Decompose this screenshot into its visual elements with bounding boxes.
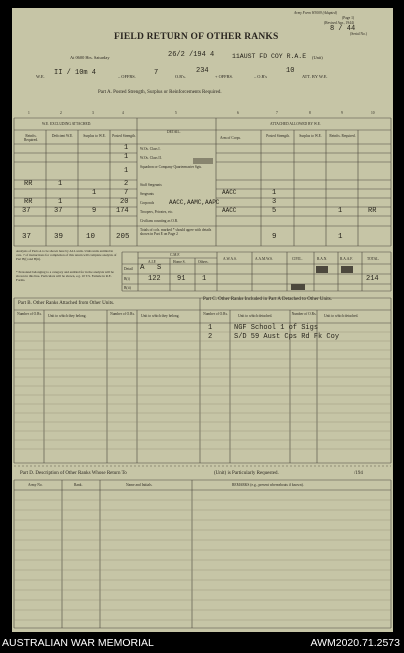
part-c-head-unit-2: Unit to which detached.: [324, 314, 359, 318]
analysis-bi-aif: 122: [148, 275, 161, 283]
detail-civilians: Civilians counting as O.R.: [140, 219, 179, 223]
part-b-head-number-2: Number of O.Rs.: [110, 312, 135, 316]
detail-staff-sergeants: Staff Sergeants: [140, 183, 162, 187]
part-d-title-tail: (Unit) is Particularly Requested.: [214, 471, 279, 476]
head-attached-reinfts: Reinfts. Required.: [329, 134, 356, 138]
detail-header: DETAIL.: [167, 130, 181, 134]
cpl-attached-posted: 3: [272, 198, 277, 206]
detail-wo-class-1: W.Os. Class I.: [140, 147, 161, 151]
part-d-head-rank: Rank.: [74, 483, 83, 487]
wo2-posted: 1: [124, 153, 129, 161]
analysis-head-raaf: R.A.A.F.: [340, 257, 353, 261]
detail-corporals: Corporals: [140, 201, 155, 205]
totals-note: Totals of cols. marked * should agree with details shown in Part E on Page 2: [140, 228, 212, 236]
total-deficient: 39: [54, 233, 64, 241]
col-number-5: 5: [175, 111, 177, 115]
sgt-posted: 7: [124, 189, 129, 197]
total-attached-surplus: 1: [338, 233, 343, 241]
attached-ors-value: 10: [286, 67, 295, 75]
ssgt-reinfts: RR: [24, 180, 33, 188]
pte-reinfts: 37: [22, 207, 31, 215]
analysis-row-bii-label: B(ii): [124, 286, 131, 290]
col-number-4: 4: [122, 111, 124, 115]
att-by-we-label: ATT. BY W.E.: [302, 74, 328, 79]
plus-offrs-label: + OFFRS.: [215, 74, 234, 79]
analysis-bi-others: 1: [202, 275, 207, 283]
serial-number-label: (Serial No.): [350, 32, 367, 36]
form-page: [12, 8, 393, 632]
analysis-head-others: Others.: [198, 260, 209, 264]
cpl-deficient: 1: [58, 198, 63, 206]
pte-deficient: 37: [54, 207, 63, 215]
ors-value: 234: [196, 67, 209, 75]
col-number-2: 2: [60, 111, 62, 115]
part-d-title: Part D. Description of Other Ranks Whose Return To: [20, 471, 127, 476]
col-number-7: 7: [276, 111, 278, 115]
head-attached-surplus: Surplus to W.E.: [299, 134, 322, 138]
total-attached-posted: 9: [272, 233, 277, 241]
part-c-row-1-number: 1: [208, 324, 213, 332]
personnel-note: * Personnel belonging to a category and entitled for in the analysis will be shown in this line. Particulars will be shown, e.g. 10 T.S. Female in R.E. Forms.: [16, 270, 114, 282]
head-deficient: Deficient W.E.: [51, 134, 74, 138]
analysis-row-a-label: A: [140, 264, 145, 272]
part-c-head-unit-1: Unit to which detached.: [238, 314, 273, 318]
page-indicator: (Page 1): [342, 16, 355, 20]
part-a-title: Part A. Posted Strength, Surplus or Reinforcements Required.: [98, 90, 222, 95]
total-surplus: 10: [86, 233, 96, 241]
col-number-1: 1: [28, 111, 30, 115]
serial-number-value: 8 / 44: [330, 25, 356, 33]
part-d-date-tail: /194: [354, 471, 363, 476]
total-posted: 205: [116, 233, 130, 241]
offrs-value: 7: [154, 69, 159, 77]
pte-arm: AACC: [222, 207, 237, 214]
we-label: W.E.: [36, 74, 45, 79]
analysis-head-awas: A.W.A.S.: [223, 257, 237, 261]
sgt-arm: AACC: [222, 189, 237, 196]
minus-ors-label: – O.R's: [254, 74, 267, 79]
part-b-head-unit-1: Unit to which they belong.: [48, 314, 87, 318]
head-surplus: Surplus to W.E.: [83, 134, 106, 138]
archive-footer: [0, 633, 404, 653]
part-c-row-2-unit: S/D 59 Aust Cps Rd Fk Coy: [234, 333, 340, 341]
part-d-head-name: Name and Initials.: [126, 483, 153, 487]
analysis-head-home: Home S.: [173, 260, 186, 264]
analysis-row-bi-label: B(i): [124, 277, 130, 281]
analysis-bi-home: 91: [177, 275, 186, 283]
analysis-head-civil: CIVIL.: [292, 257, 303, 261]
detail-sergeants: Sergeants: [140, 192, 154, 196]
analysis-head-detail: Detail: [124, 267, 133, 271]
we-excluding-header: W.E. EXCLUDING ATTACHED.: [42, 122, 92, 126]
ssgt-deficient: 1: [58, 180, 63, 188]
part-b-head-number-1: Number of O.Rs.: [17, 312, 42, 316]
sgt-attached-posted: 1: [272, 189, 277, 197]
col-number-8: 8: [309, 111, 311, 115]
army-form-number: Army Form W3009 (Adapted): [294, 11, 338, 15]
cpl-posted: 20: [120, 198, 129, 206]
pte-attached-reinfts: RR: [368, 207, 377, 215]
analysis-row-a-aif: S: [157, 264, 162, 272]
analysis-head-ran: R.A.N.: [317, 257, 328, 261]
sgt-surplus: 1: [92, 189, 97, 197]
attached-allowed-header: ATTACHED ALLOWED BY W.E.: [270, 122, 321, 126]
pte-surplus: 9: [92, 207, 97, 215]
return-date: 26/2 /194 4: [168, 51, 215, 59]
part-d-head-remarks: REMARKS (e.g., present whereabouts if known).: [232, 483, 304, 487]
footer-institution: AUSTRALIAN WAR MEMORIAL: [2, 637, 154, 649]
part-c-row-1-unit: NGF School 1 of Sigs: [234, 324, 319, 332]
col-number-9: 9: [341, 111, 343, 115]
part-c-row-2-number: 2: [208, 333, 213, 341]
we-value: II / 10m 4: [54, 69, 97, 77]
analysis-bi-total: 214: [366, 275, 379, 283]
detail-wo-class-2: W.Os. Class II.: [140, 156, 162, 160]
analysis-head-aif: A.I.F.: [148, 260, 157, 264]
part-d-head-army-no: Army No.: [28, 483, 43, 487]
cpl-reinfts: RR: [24, 198, 33, 206]
analysis-head-aamws: A.A.M.W.S.: [255, 257, 273, 261]
part-b-title: Part B. Other Ranks Attached from Other Units.: [18, 301, 115, 306]
form-title: FIELD RETURN OF OTHER RANKS: [114, 32, 279, 42]
pte-posted: 174: [116, 207, 129, 215]
pte-attached-surplus: 1: [338, 207, 343, 215]
detail-troopers: Troopers, Privates, etc.: [140, 210, 174, 214]
part-c-title: Part C. Other Ranks Included in Part A Detached to Other Units.: [203, 297, 333, 302]
offrs-label: – OFFRS.: [118, 74, 136, 79]
analysis-instructions: Analysis of Parts A to be shown here by ALL units. Units units entitled in cars. 7 of instructions for completion of this return will complete analysis of Part B(i) and B(ii).: [16, 249, 117, 261]
cqms-posted: 1: [124, 167, 129, 175]
head-arm-of-corps: Arm of Corps.: [220, 136, 241, 140]
part-b-head-unit-2: Unit to which they belong.: [141, 314, 180, 318]
unit-name: 11AUST FD COY R.A.E: [232, 53, 307, 60]
total-reinfts: 37: [22, 233, 32, 241]
cmf-header: C.M.F.: [170, 253, 180, 257]
wo1-posted: 1: [124, 144, 129, 152]
revision-note: (Revised Apr., 1944): [324, 21, 354, 25]
col-number-3: 3: [92, 111, 94, 115]
unit-label: (Unit): [312, 55, 323, 60]
col-number-6: 6: [237, 111, 239, 115]
head-reinfts-required: Reinfts. Required.: [23, 134, 39, 142]
part-c-head-number-2: Number of O.Rs.: [291, 312, 317, 316]
time-label: At 0600 Hrs. Saturday: [70, 55, 110, 60]
pte-attached-posted: 5: [272, 207, 277, 215]
col-number-10: 10: [371, 111, 375, 115]
footer-accession-number: AWM2020.71.2573: [310, 637, 400, 649]
head-posted-strength: Posted Strength.: [112, 134, 136, 138]
detail-cqms: Squadron or Company Quartermaster Sgts.: [140, 165, 202, 169]
form-grid-lines: [12, 8, 393, 632]
analysis-head-total: TOTAL.: [367, 257, 380, 261]
ssgt-posted: 2: [124, 180, 129, 188]
ors-label: O.R's.: [175, 74, 186, 79]
cpl-arm: AACC,AAMC,AAPC: [169, 199, 220, 206]
head-attached-posted: Posted Strength.: [266, 134, 290, 138]
part-c-head-number-1: Number of O.Rs.: [203, 312, 228, 316]
